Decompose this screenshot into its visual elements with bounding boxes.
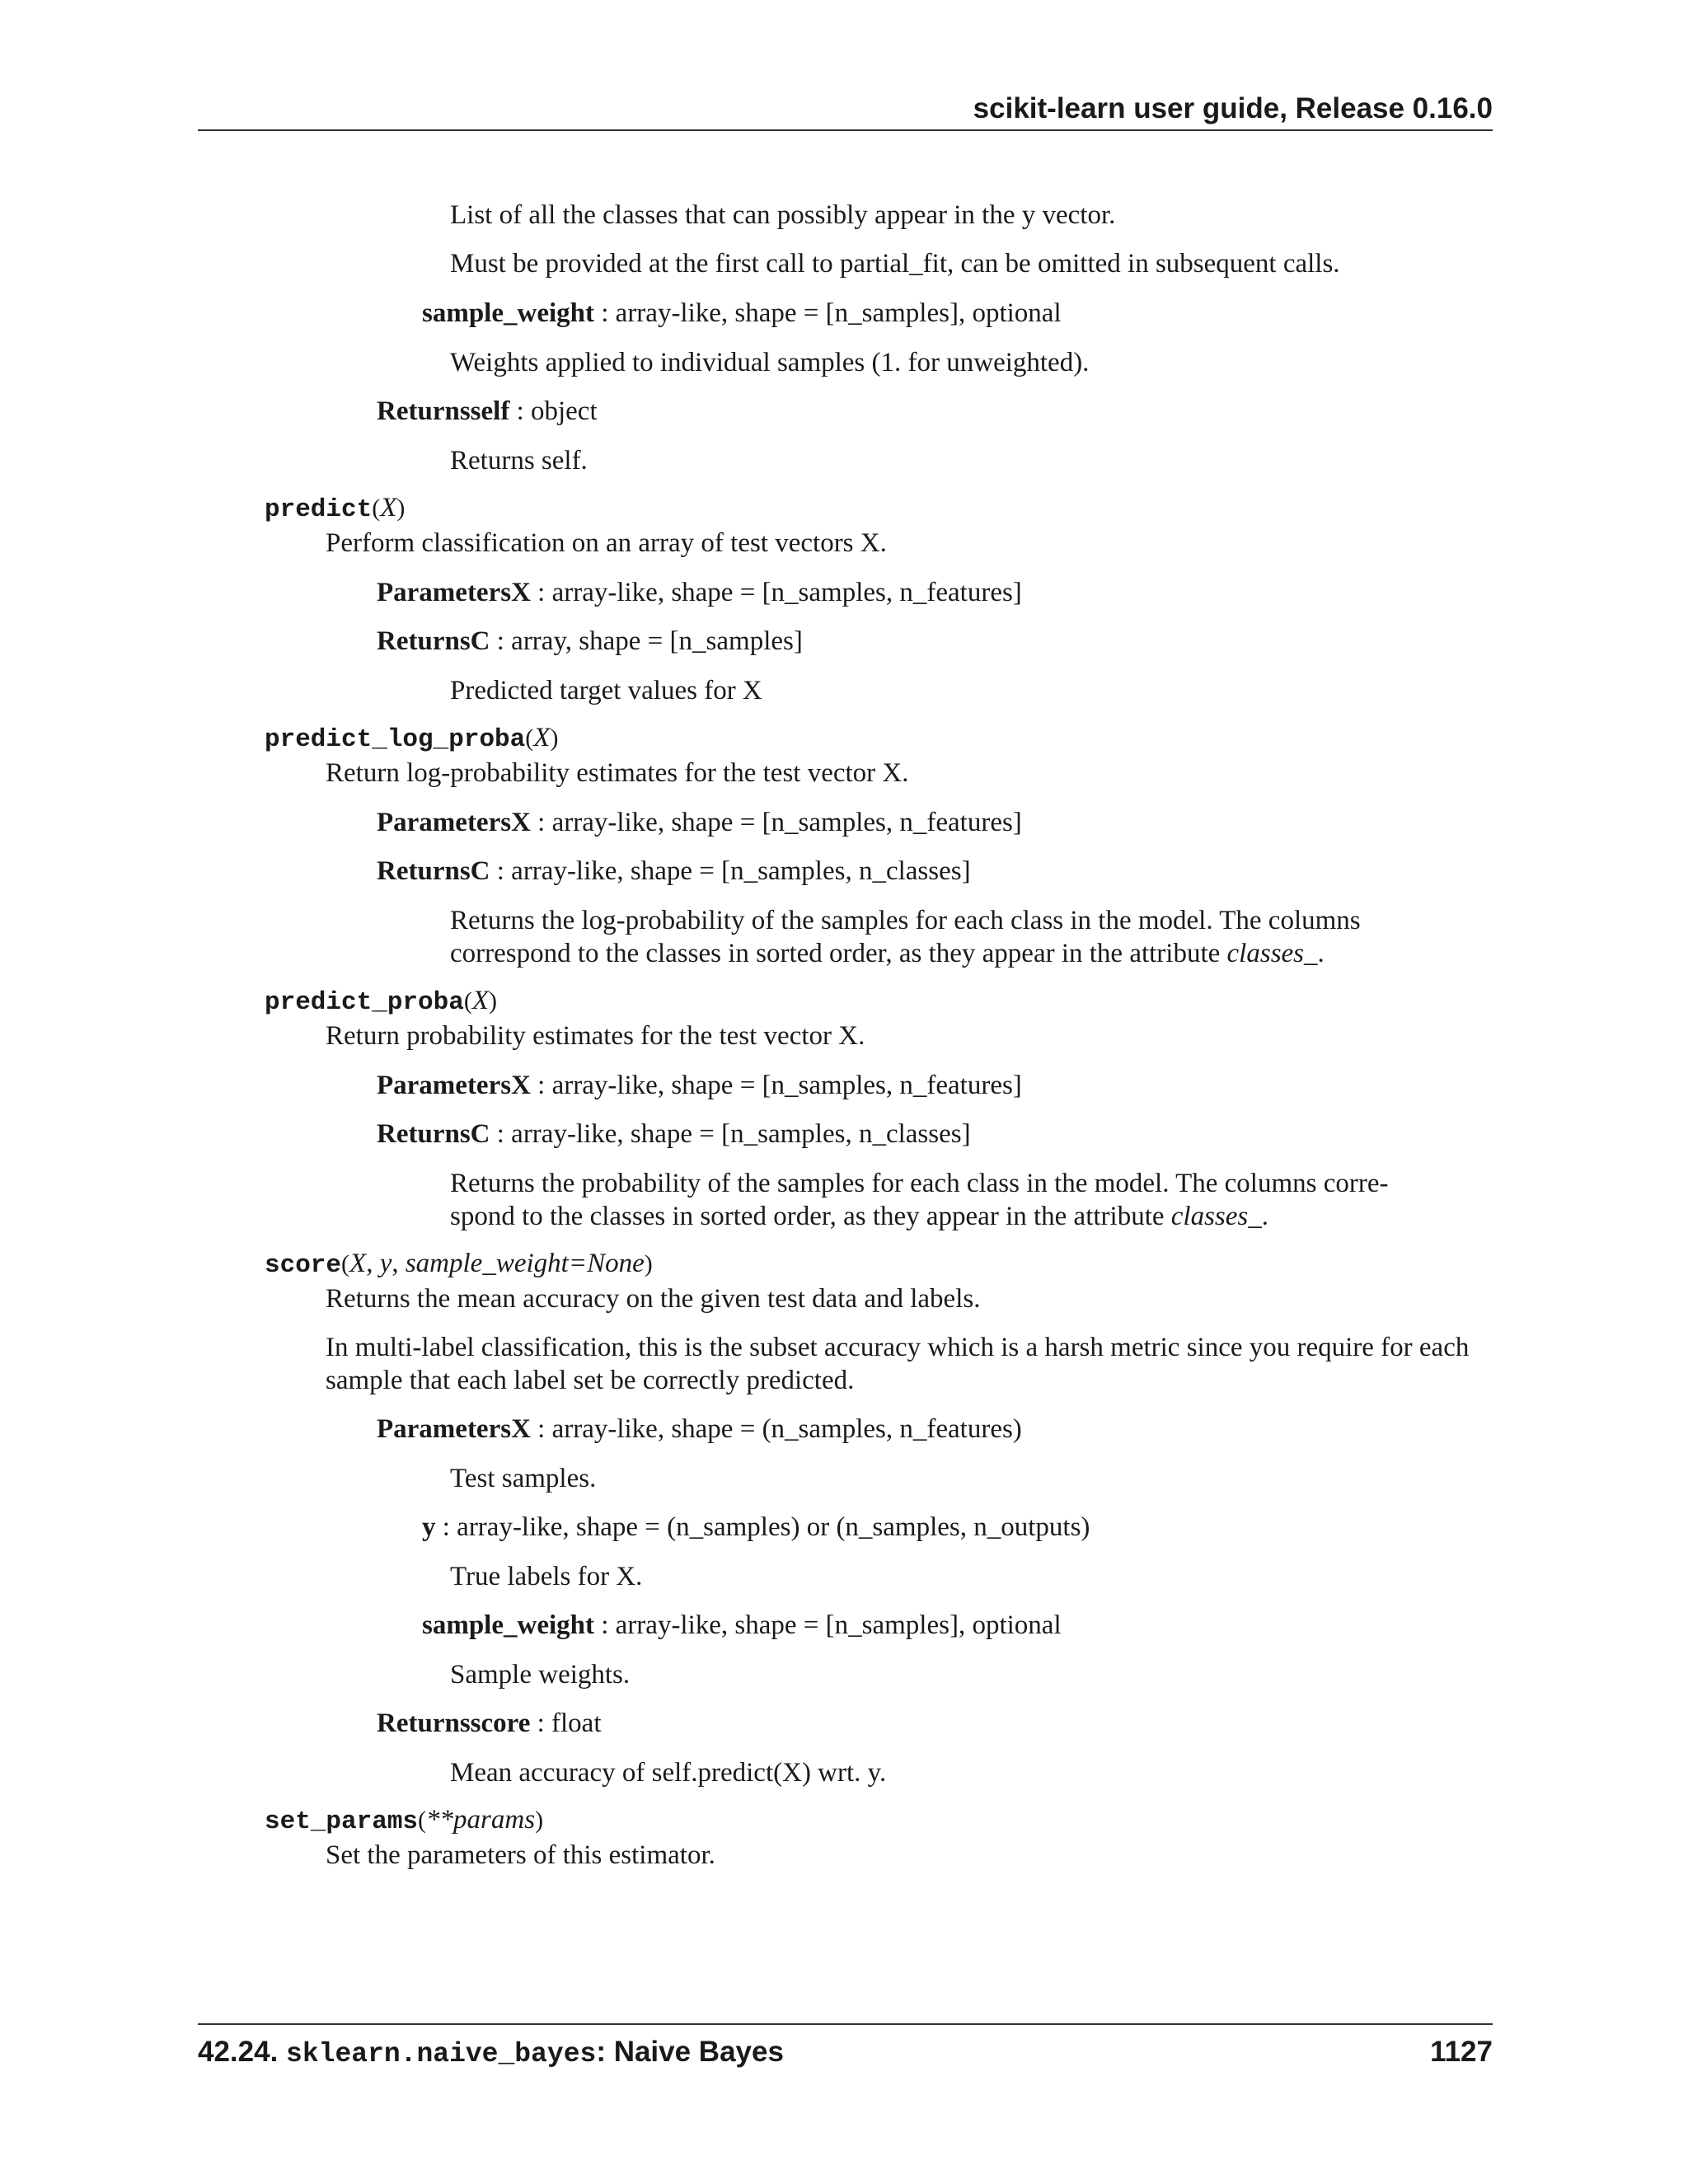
returns-description: Returns self. xyxy=(450,446,588,476)
arg-y: y xyxy=(379,1249,392,1278)
method-name: predict_proba xyxy=(265,988,464,1017)
returns-description-cont xyxy=(450,937,1325,970)
open-paren: ( xyxy=(463,987,472,1015)
open-paren: ( xyxy=(418,1807,427,1834)
classes-description: List of all the classes that can possibly appear in the y vector. xyxy=(450,200,1116,230)
method-signature-set-params xyxy=(265,1805,543,1836)
returns-label: ReturnsC xyxy=(377,626,490,656)
returns-field xyxy=(377,625,803,658)
method-name: predict_log_proba xyxy=(265,725,526,754)
method-args: X xyxy=(471,986,490,1015)
returns-description: Returns the log-probability of the samples for each class in the model. The columns xyxy=(450,906,1361,935)
attribute-ref: classes_ xyxy=(1226,939,1318,968)
footer-rule xyxy=(198,2023,1493,2025)
method-detail: In multi-label classification, this is the subset accuracy which is a harsh metric since you require for each xyxy=(326,1333,1470,1362)
method-name: score xyxy=(265,1251,342,1280)
arg-separator: , xyxy=(392,1249,406,1278)
arg-x: X xyxy=(349,1249,367,1278)
parameters-field xyxy=(377,1069,1022,1102)
method-args: X xyxy=(380,493,397,523)
close-paren: ) xyxy=(644,1250,653,1277)
method-summary: Return probability estimates for the test vector X. xyxy=(326,1021,865,1051)
method-summary: Returns the mean accuracy on the given test data and labels. xyxy=(326,1284,981,1314)
text-run: . xyxy=(1317,939,1325,968)
method-name: predict xyxy=(265,495,373,524)
parameters-type: : array-like, shape = [n_samples, n_features] xyxy=(530,578,1022,607)
arg-separator: , xyxy=(366,1249,380,1278)
attribute-ref: classes_ xyxy=(1170,1202,1262,1231)
param-sample-weight xyxy=(422,1609,1062,1642)
parameters-label: ParametersX xyxy=(377,1414,531,1444)
param-y xyxy=(422,1511,1090,1544)
param-type: : array-like, shape = [n_samples], optional xyxy=(594,1610,1062,1640)
header-rule xyxy=(198,129,1493,131)
close-paren: ) xyxy=(396,494,406,522)
open-paren: ( xyxy=(372,494,381,522)
param-sample-weight xyxy=(422,297,1062,330)
returns-description: Mean accuracy of self.predict(X) wrt. y. xyxy=(450,1758,887,1788)
method-signature-predict xyxy=(265,493,405,524)
footer-section xyxy=(198,2036,784,2069)
param-description: Test samples. xyxy=(450,1464,597,1493)
parameters-field xyxy=(377,1413,1022,1446)
section-number: 42.24. xyxy=(198,2036,287,2068)
returns-label: ReturnsC xyxy=(377,1119,490,1149)
text-run: . xyxy=(1261,1202,1269,1231)
returns-type: : array-like, shape = [n_samples, n_classes] xyxy=(490,856,971,886)
method-summary: Perform classification on an array of test vectors X. xyxy=(326,528,887,558)
running-header: scikit-learn user guide, Release 0.16.0 xyxy=(973,92,1493,124)
returns-type: : array, shape = [n_samples] xyxy=(490,626,803,656)
returns-type: : array-like, shape = [n_samples, n_classes] xyxy=(490,1119,971,1149)
open-paren: ( xyxy=(341,1250,350,1277)
returns-field xyxy=(377,1118,971,1151)
parameters-label: ParametersX xyxy=(377,1071,531,1100)
returns-field xyxy=(377,395,598,428)
parameters-type: : array-like, shape = (n_samples, n_features) xyxy=(530,1414,1022,1444)
method-signature-score xyxy=(265,1249,653,1280)
param-name: sample_weight xyxy=(422,1610,594,1640)
parameters-field xyxy=(377,576,1022,609)
param-type: : array-like, shape = [n_samples], optional xyxy=(594,298,1062,328)
returns-label: Returnsscore xyxy=(377,1708,531,1738)
open-paren: ( xyxy=(525,724,534,752)
method-summary: Set the parameters of this estimator. xyxy=(326,1840,715,1870)
parameters-label: ParametersX xyxy=(377,808,531,837)
parameters-type: : array-like, shape = [n_samples, n_features] xyxy=(530,808,1022,837)
close-paren: ) xyxy=(535,1807,544,1834)
returns-description: Returns the probability of the samples for each class in the model. The columns corre- xyxy=(450,1169,1389,1198)
page-number: 1127 xyxy=(1430,2036,1493,2068)
param-description: True labels for X. xyxy=(450,1562,643,1591)
param-name: y xyxy=(422,1512,436,1542)
returns-type: : float xyxy=(530,1708,602,1738)
param-type: : array-like, shape = (n_samples) or (n_samples, n_outputs) xyxy=(435,1512,1090,1542)
returns-description-cont xyxy=(450,1200,1268,1233)
returns-field xyxy=(377,1707,602,1740)
method-signature-predict-log-proba xyxy=(265,723,558,754)
arg-sample-weight: sample_weight=None xyxy=(405,1249,645,1278)
parameters-type: : array-like, shape = [n_samples, n_features] xyxy=(530,1071,1022,1100)
method-summary: Return log-probability estimates for the test vector X. xyxy=(326,758,909,788)
returns-description: Predicted target values for X xyxy=(450,676,762,705)
close-paren: ) xyxy=(489,987,498,1015)
returns-label: ReturnsC xyxy=(377,856,490,886)
method-args: **params xyxy=(426,1805,536,1835)
text-run: correspond to the classes in sorted order, as they appear in the attribute xyxy=(450,939,1227,968)
classes-description-extra: Must be provided at the first call to partial_fit, can be omitted in subsequent calls. xyxy=(450,249,1340,279)
parameters-field xyxy=(377,806,1022,839)
returns-label: Returnsself xyxy=(377,396,510,426)
text-run: spond to the classes in sorted order, as they appear in the attribute xyxy=(450,1202,1171,1231)
section-title: : Naive Bayes xyxy=(596,2036,784,2068)
param-description: Weights applied to individual samples (1. for unweighted). xyxy=(450,348,1090,377)
method-name: set_params xyxy=(265,1807,419,1836)
close-paren: ) xyxy=(550,724,559,752)
returns-field xyxy=(377,855,971,888)
parameters-label: ParametersX xyxy=(377,578,531,607)
method-args: X xyxy=(533,723,551,752)
method-detail-cont: sample that each label set be correctly predicted. xyxy=(326,1366,855,1395)
param-name: sample_weight xyxy=(422,298,594,328)
method-signature-predict-proba xyxy=(265,986,497,1017)
returns-type: : object xyxy=(509,396,598,426)
param-description: Sample weights. xyxy=(450,1660,631,1690)
module-name: sklearn.naive_bayes xyxy=(286,2039,597,2069)
